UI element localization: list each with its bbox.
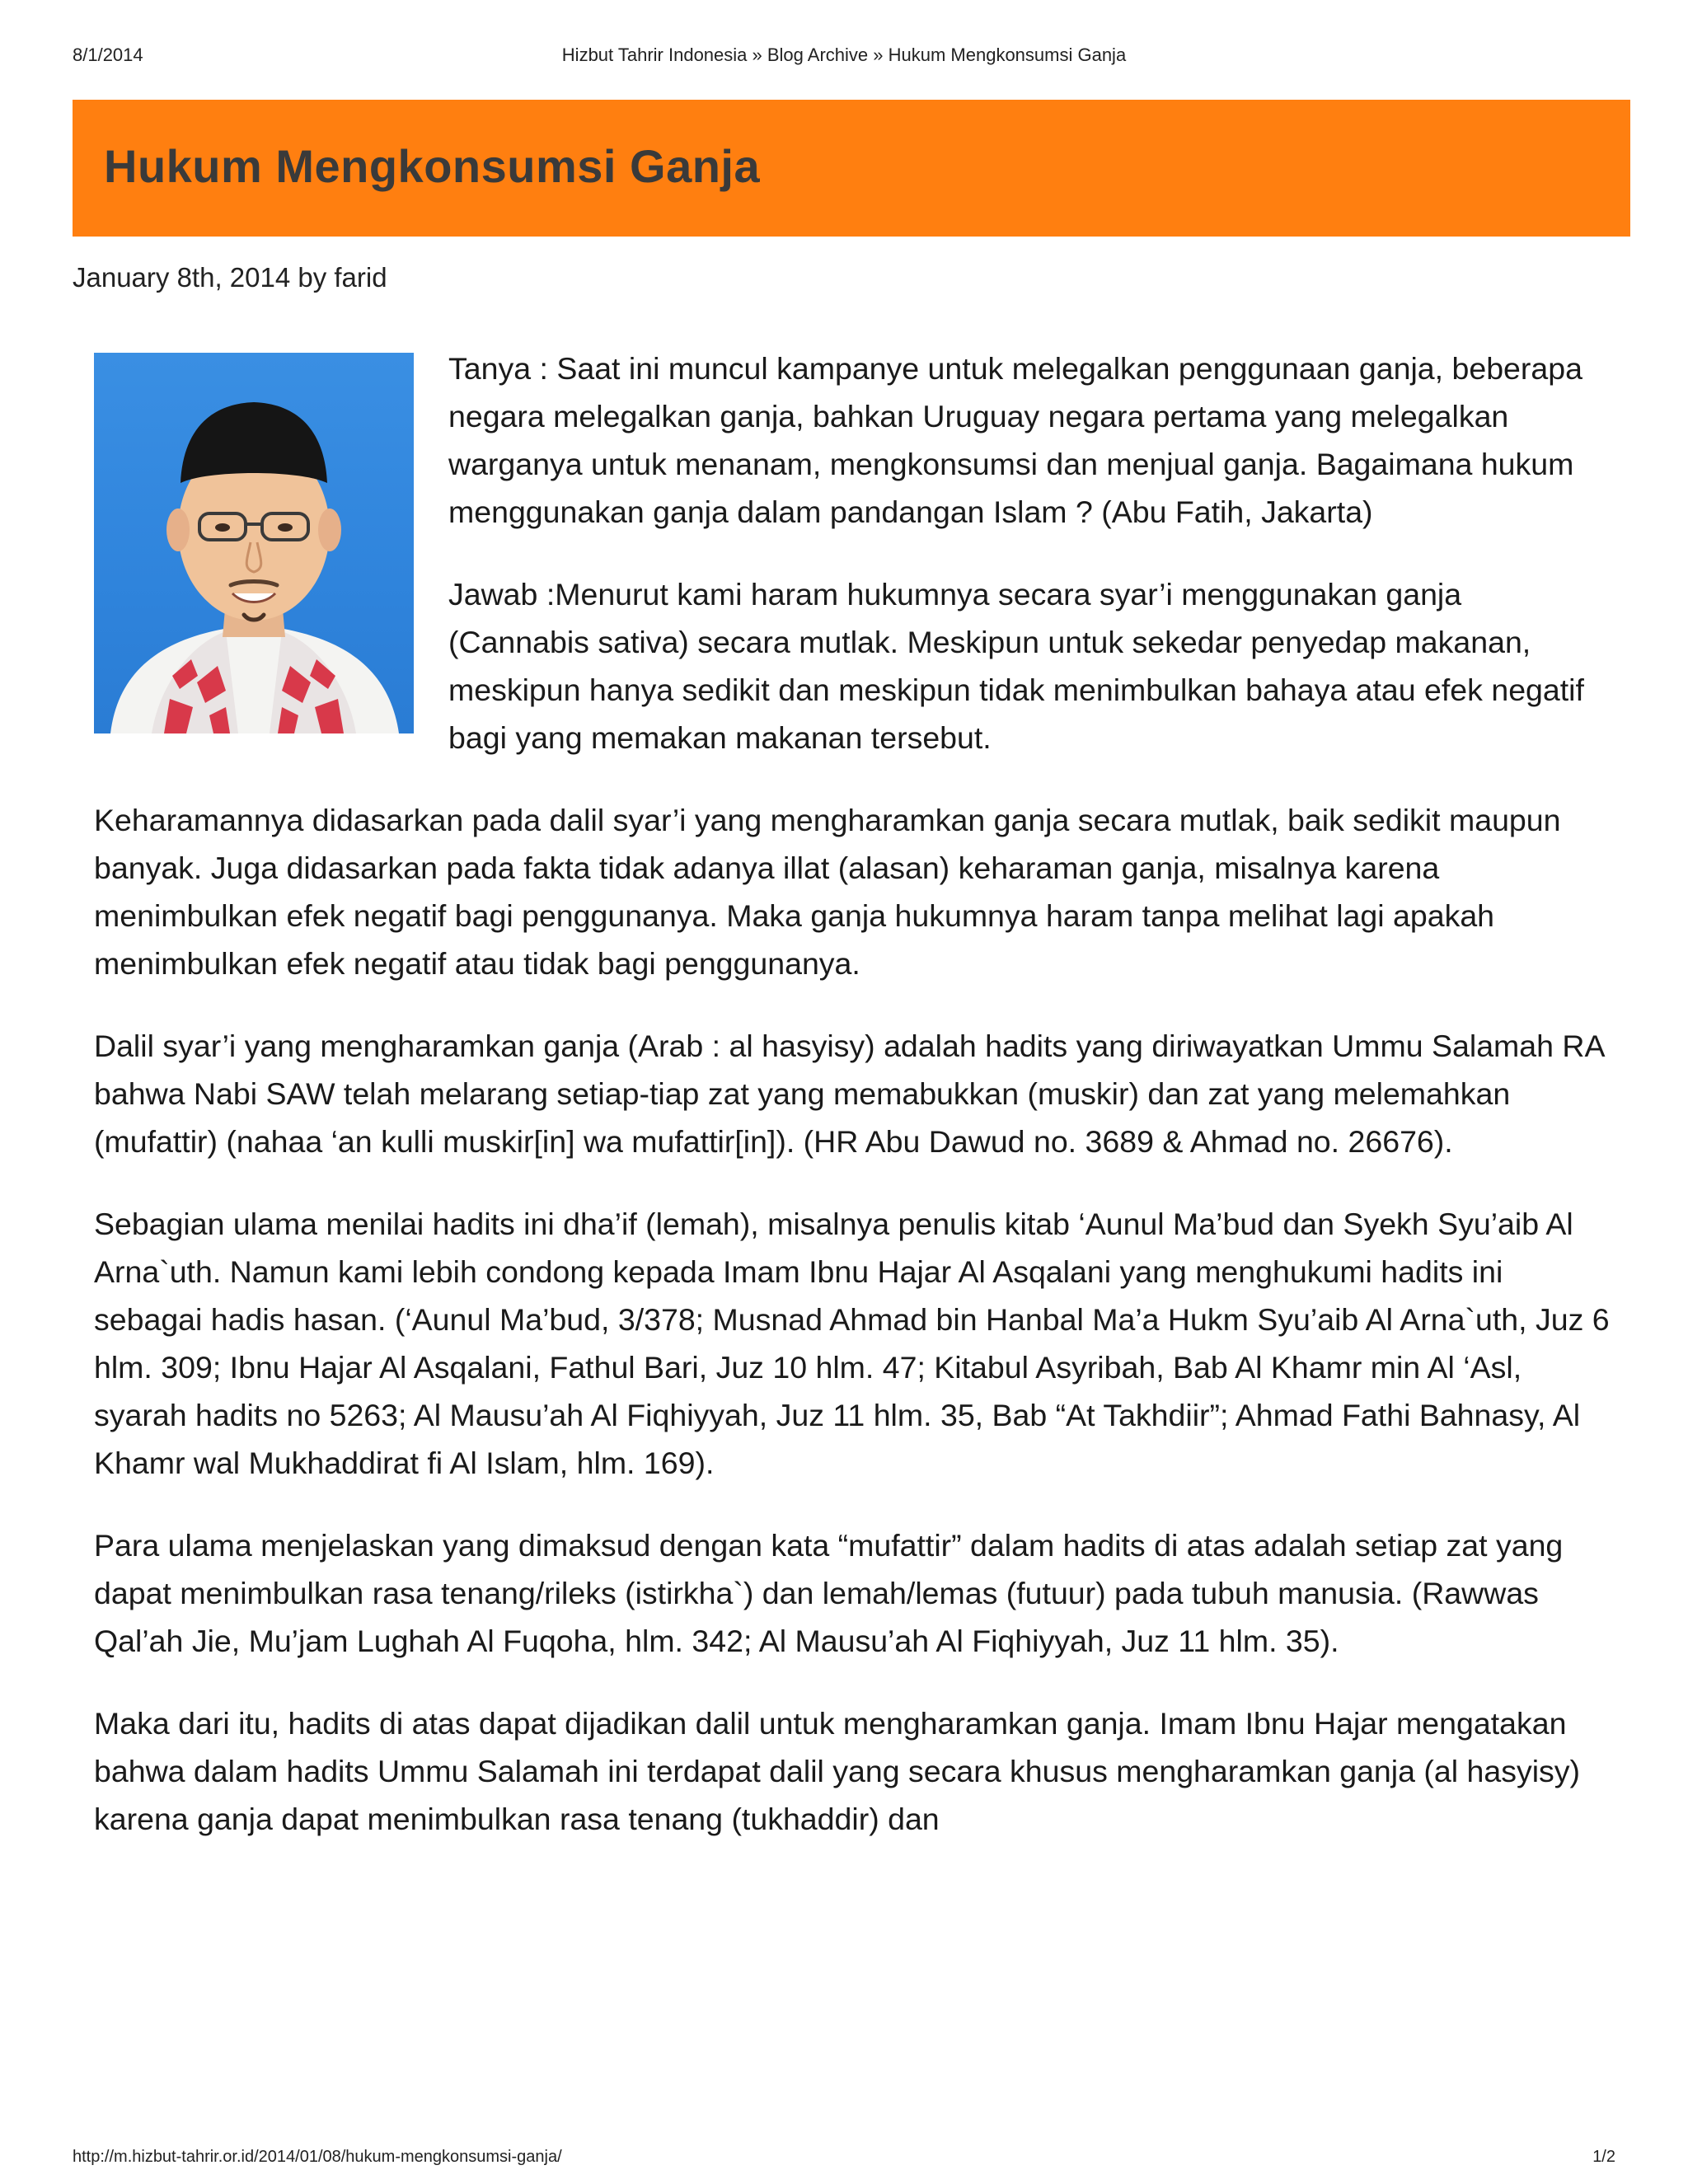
paragraph: Sebagian ulama menilai hadits ini dha’if (lemah), misalnya penulis kitab ‘Aunul Ma’bud dan Syekh Syu’aib Al Arna`uth. Namun kami lebih condong kepada Imam Ibnu Hajar Al Asqalani yang menghukumi hadits ini sebagai hadis hasan. (‘Aunul Ma’bud, 3/378; Musnad Ahmad bin Hanbal Ma’a Hukm Syu’aib Al Arna`uth, Juz 6 hlm. 309; Ibnu Hajar Al Asqalani, Fathul Bari, Juz 10 hlm. 47; Kitabul Asyribah, Bab Al Khamr min Al ‘Asl, syarah hadits no 5263; Al Mausu’ah Al Fiqhiyyah, Juz 11 hlm. 35, Bab “At Takhdiir”; Ahmad Fathi Bahnasy, Al Khamr wal Mukhaddirat fi Al Islam, hlm. 169). (94, 1207, 1610, 1480)
print-page-title: Hizbut Tahrir Indonesia » Blog Archive » Hukum Mengkonsumsi Ganja (561, 45, 1127, 65)
print-date: 8/1/2014 (73, 45, 143, 65)
paragraph: Maka dari itu, hadits di atas dapat dijadikan dalil untuk mengharamkan ganja. Imam Ibnu Hajar mengatakan bahwa dalam hadits Ummu Salamah ini terdapat dalil yang secara khusus mengharamkan ganja (al hasyisy) karena ganja dapat menimbulkan rasa tenang (tukhaddir) dan (94, 1706, 1581, 1836)
page-number: 1/2 (1592, 2148, 1615, 2166)
paragraph-answer: Jawab :Menurut kami haram hukumnya secara syar’i menggunakan ganja (Cannabis sativa) secara mutlak. Meskipun untuk sekedar penyedap makanan, meskipun hanya sedikit dan meskipun tidak menimbulkan bahaya atau efek negatif bagi yang memakan makanan tersebut. (448, 577, 1584, 755)
title-banner (73, 100, 1630, 237)
page-url: http://m.hizbut-tahrir.or.id/2014/01/08/hukum-mengkonsumsi-ganja/ (73, 2148, 562, 2166)
paragraph: Dalil syar’i yang mengharamkan ganja (Arab : al hasyisy) adalah hadits yang diriwayatkan Ummu Salamah RA bahwa Nabi SAW telah melarang setiap-tiap zat yang memabukkan (muskir) dan zat yang melemahkan (mufattir) (nahaa ‘an kulli muskir[in] wa mufattir[in]). (HR Abu Dawud no. 3689 & Ahmad no. 26676). (94, 1029, 1604, 1159)
paragraph: Keharamannya didasarkan pada dalil syar’i yang mengharamkan ganja secara mutlak, baik sedikit maupun banyak. Juga didasarkan pada fakta tidak adanya illat (alasan) keharaman ganja, misalnya karena menimbulkan efek negatif bagi penggunanya. Maka ganja hukumnya haram tanpa melihat lagi apakah menimbulkan efek negatif atau tidak bagi penggunanya. (94, 803, 1561, 981)
print-header (73, 45, 1615, 74)
post-meta: January 8th, 2014 by farid (73, 262, 387, 293)
article-body (94, 344, 1611, 1877)
article-title: Hukum Mengkonsumsi Ganja (104, 140, 761, 192)
author-portrait-icon (94, 353, 414, 733)
paragraph-question: Tanya : Saat ini muncul kampanye untuk melegalkan penggunaan ganja, beberapa negara melegalkan ganja, bahkan Uruguay negara pertama yang melegalkan warganya untuk menanam, mengkonsumsi dan menjual ganja. Bagaimana hukum menggunakan ganja dalam pandangan Islam ? (Abu Fatih, Jakarta) (448, 351, 1582, 529)
paragraph: Para ulama menjelaskan yang dimaksud dengan kata “mufattir” dalam hadits di atas adalah setiap zat yang dapat menimbulkan rasa tenang/rileks (istirkha`) dan lemah/lemas (futuur) pada tubuh manusia. (Rawwas Qal’ah Jie, Mu’jam Lughah Al Fuqoha, hlm. 342; Al Mausu’ah Al Fiqhiyyah, Juz 11 hlm. 35). (94, 1528, 1564, 1658)
